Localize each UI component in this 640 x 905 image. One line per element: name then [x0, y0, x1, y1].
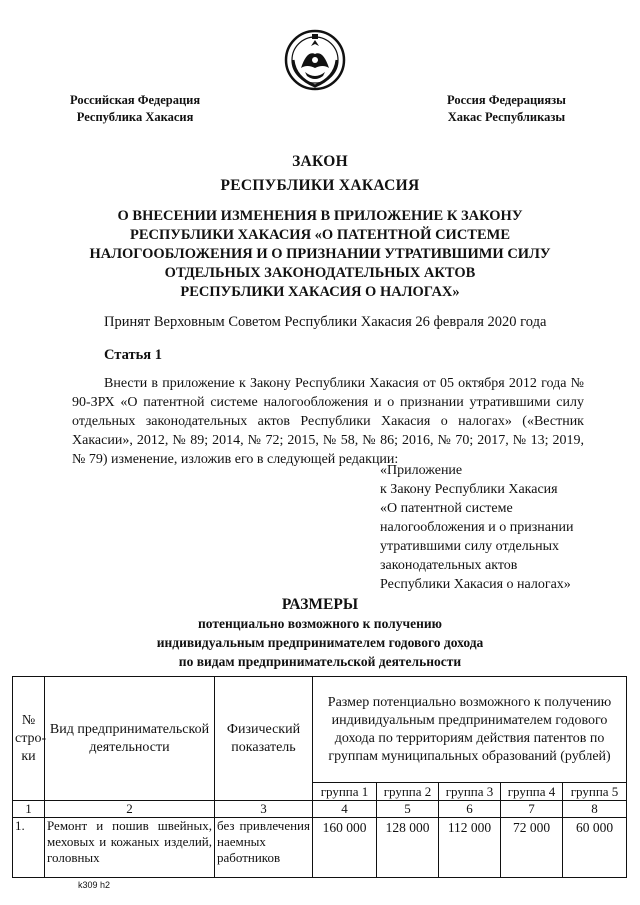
header-left: [70, 92, 200, 126]
header-right: [447, 92, 566, 126]
col-header-group: группа 5: [563, 783, 627, 801]
row-value: 128 000: [377, 818, 439, 878]
document-code: k309 h2: [78, 880, 111, 890]
law-subtitle-line: О ВНЕСЕНИИ ИЗМЕНЕНИЯ В ПРИЛОЖЕНИЕ К ЗАКОНУ: [117, 208, 523, 224]
table-row: [13, 818, 627, 878]
row-indicator: без привлечения наемных работников: [215, 818, 313, 878]
article-body: [72, 374, 584, 469]
col-header-size: Размер потенциально возможного к получению индивидуальным предпринимателем годового дохода по территориям действия патентов по группам муниципальных образований (рублей): [313, 677, 627, 783]
col-number: 2: [45, 801, 215, 818]
law-title: [0, 150, 640, 198]
adoption-statement: Принят Верховным Советом Республики Хакасия 26 февраля 2020 года: [104, 314, 547, 330]
sizes-subtitle-line: потенциально возможного к получению: [198, 616, 442, 631]
header-left-line1: Российская Федерация: [70, 93, 201, 107]
law-title-line2: РЕСПУБЛИКИ ХАКАСИЯ: [220, 177, 420, 194]
col-header-indicator: Физический показатель: [215, 677, 313, 801]
appendix-line: Республики Хакасия о налогах»: [380, 577, 571, 592]
header-right-line2: Хакас Республиказы: [447, 110, 566, 124]
article-paragraph: Внести в приложение к Закону Республики Хакасия от 05 октября 2012 года № 90-ЗРХ «О патентной системе налогообложения и о признании утратившими силу отдельных законодательных актов Республики Хакасия о налогах» («Вестник Хакасии», 2012, № 89; 2014, № 72; 2015, № 58, № 86; 2016, № 70; 2017, № 13; 2019, № 79) изменение, изложив его в следующей редакции:: [72, 376, 584, 467]
row-value: 112 000: [439, 818, 501, 878]
appendix-line: налогообложения и о признании: [380, 520, 574, 535]
row-value: 160 000: [313, 818, 377, 878]
col-number: 7: [501, 801, 563, 818]
col-number: 3: [215, 801, 313, 818]
col-number: 8: [563, 801, 627, 818]
col-number: 6: [439, 801, 501, 818]
law-subtitle: [0, 207, 640, 302]
sizes-subtitle: [0, 614, 640, 671]
coat-of-arms-icon: [283, 28, 347, 92]
appendix-line: утратившими силу отдельных: [380, 539, 560, 554]
law-title-line1: ЗАКОН: [292, 153, 348, 170]
article-heading: Статья 1: [104, 347, 162, 363]
row-value: 72 000: [501, 818, 563, 878]
row-value: 60 000: [563, 818, 627, 878]
col-header-num: № стро-ки: [13, 677, 45, 801]
appendix-reference: [380, 461, 573, 594]
appendix-line: «Приложение: [380, 463, 463, 478]
header-right-line1: Россия Федерациязы: [447, 93, 566, 107]
appendix-line: «О патентной системе: [380, 501, 513, 516]
income-rates-table: [12, 676, 627, 878]
col-number: 1: [13, 801, 45, 818]
col-header-group: группа 1: [313, 783, 377, 801]
appendix-line: к Закону Республики Хакасия: [380, 482, 558, 497]
col-number: 4: [313, 801, 377, 818]
col-header-group: группа 4: [501, 783, 563, 801]
col-number: 5: [377, 801, 439, 818]
law-subtitle-line: РЕСПУБЛИКИ ХАКАСИЯ «О ПАТЕНТНОЙ СИСТЕМЕ: [129, 227, 510, 243]
sizes-title: РАЗМЕРЫ: [281, 596, 359, 613]
sizes-subtitle-line: по видам предпринимательской деятельности: [178, 654, 462, 669]
sizes-subtitle-line: индивидуальным предпринимателем годового дохода: [156, 635, 484, 650]
col-header-group: группа 2: [377, 783, 439, 801]
col-header-group: группа 3: [439, 783, 501, 801]
row-num: 1.: [13, 818, 45, 878]
col-header-activity: Вид предпринимательской деятельности: [45, 677, 215, 801]
header-left-line2: Республика Хакасия: [76, 110, 194, 124]
appendix-line: законодательных актов: [380, 558, 518, 573]
law-subtitle-line: РЕСПУБЛИКИ ХАКАСИЯ О НАЛОГАХ»: [180, 284, 460, 300]
law-subtitle-line: НАЛОГООБЛОЖЕНИЯ И О ПРИЗНАНИИ УТРАТИВШИМИ СИЛУ: [89, 246, 551, 262]
law-subtitle-line: ОТДЕЛЬНЫХ ЗАКОНОДАТЕЛЬНЫХ АКТОВ: [164, 265, 476, 281]
row-activity: Ремонт и пошив швейных, меховых и кожаных изделий, головных: [45, 818, 215, 878]
